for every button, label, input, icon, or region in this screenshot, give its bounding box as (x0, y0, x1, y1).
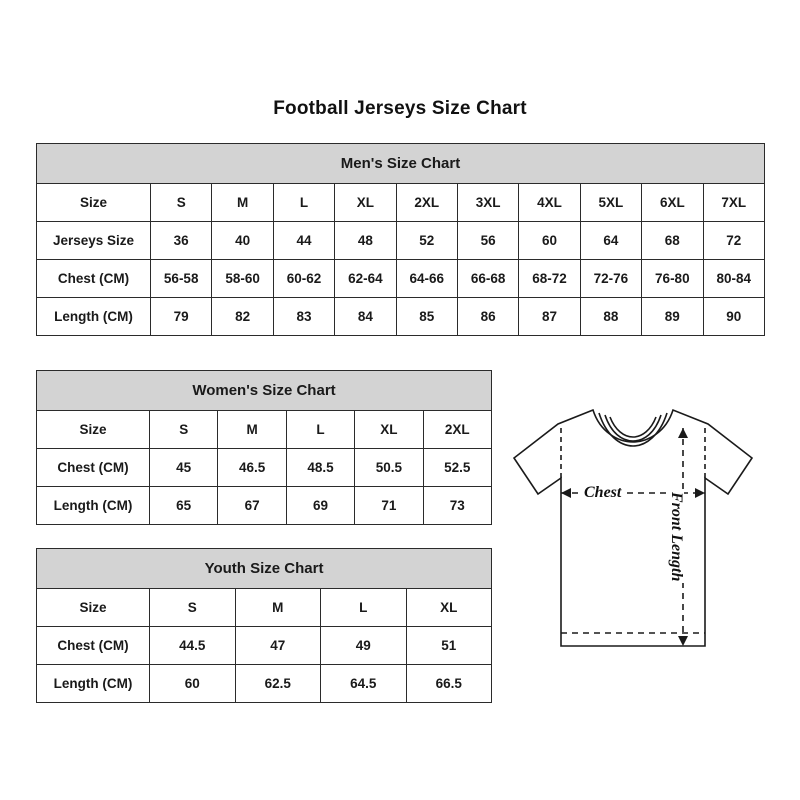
table-cell: 67 (218, 487, 286, 525)
mens-size-table (36, 143, 765, 336)
row-header: Length (CM) (37, 487, 150, 525)
youth-size-chart (36, 548, 491, 703)
youth-table-body (37, 549, 492, 703)
table-cell: 72-76 (580, 260, 641, 298)
column-header: L (321, 589, 407, 627)
table-cell: 50.5 (355, 449, 423, 487)
column-header: L (286, 411, 354, 449)
table-cell: 52.5 (423, 449, 491, 487)
measurement-diagram (498, 398, 788, 698)
womens-size-chart (36, 370, 491, 525)
table-header-row (37, 184, 765, 222)
table-cell: 80-84 (703, 260, 765, 298)
table-cell: 45 (150, 449, 218, 487)
table-cell: 36 (151, 222, 212, 260)
table-cell: 73 (423, 487, 491, 525)
row-header: Length (CM) (37, 298, 151, 336)
table-row (37, 627, 492, 665)
row-header: Chest (CM) (37, 449, 150, 487)
table-cell: 62.5 (235, 665, 321, 703)
table-row (37, 298, 765, 336)
row-header: Chest (CM) (37, 260, 151, 298)
table-cell: 44.5 (150, 627, 236, 665)
table-cell: 64-66 (396, 260, 457, 298)
column-header: 5XL (580, 184, 641, 222)
table-cell: 89 (642, 298, 703, 336)
column-header: S (151, 184, 212, 222)
table-cell: 83 (273, 298, 334, 336)
column-header: 3XL (457, 184, 518, 222)
column-header: 6XL (642, 184, 703, 222)
table-row (37, 449, 492, 487)
table-cell: 87 (519, 298, 580, 336)
table-cell: 48.5 (286, 449, 354, 487)
column-header-size: Size (37, 589, 150, 627)
tshirt-outline-icon (498, 398, 788, 688)
table-cell: 68 (642, 222, 703, 260)
table-cell: 64.5 (321, 665, 407, 703)
table-cell: 60-62 (273, 260, 334, 298)
table-cell: 56 (457, 222, 518, 260)
table-cell: 76-80 (642, 260, 703, 298)
table-cell: 44 (273, 222, 334, 260)
table-title: Men's Size Chart (37, 144, 765, 184)
table-header-row (37, 411, 492, 449)
table-cell: 48 (335, 222, 396, 260)
table-cell: 86 (457, 298, 518, 336)
column-header: M (235, 589, 321, 627)
table-caption-row (37, 144, 765, 184)
table-row (37, 222, 765, 260)
column-header: 7XL (703, 184, 765, 222)
column-header: XL (355, 411, 423, 449)
column-header-size: Size (37, 411, 150, 449)
womens-table-body (37, 371, 492, 525)
front-length-measure-label: Front Length (668, 492, 685, 582)
table-caption-row (37, 549, 492, 589)
table-cell: 52 (396, 222, 457, 260)
table-title: Women's Size Chart (37, 371, 492, 411)
table-cell: 60 (519, 222, 580, 260)
table-cell: 58-60 (212, 260, 273, 298)
table-cell: 66-68 (457, 260, 518, 298)
column-header: 2XL (423, 411, 491, 449)
column-header: S (150, 411, 218, 449)
table-cell: 46.5 (218, 449, 286, 487)
womens-size-table (36, 370, 492, 525)
table-cell: 66.5 (406, 665, 492, 703)
column-header-size: Size (37, 184, 151, 222)
column-header: L (273, 184, 334, 222)
table-cell: 64 (580, 222, 641, 260)
table-cell: 62-64 (335, 260, 396, 298)
table-cell: 85 (396, 298, 457, 336)
table-cell: 49 (321, 627, 407, 665)
table-cell: 90 (703, 298, 765, 336)
table-title: Youth Size Chart (37, 549, 492, 589)
row-header: Chest (CM) (37, 627, 150, 665)
row-header: Length (CM) (37, 665, 150, 703)
table-header-row (37, 589, 492, 627)
row-header: Jerseys Size (37, 222, 151, 260)
table-cell: 65 (150, 487, 218, 525)
table-cell: 56-58 (151, 260, 212, 298)
youth-size-table (36, 548, 492, 703)
column-header: S (150, 589, 236, 627)
table-row (37, 260, 765, 298)
table-cell: 68-72 (519, 260, 580, 298)
table-cell: 60 (150, 665, 236, 703)
table-row (37, 487, 492, 525)
column-header: M (212, 184, 273, 222)
table-cell: 82 (212, 298, 273, 336)
mens-size-chart (36, 143, 764, 336)
table-cell: 47 (235, 627, 321, 665)
mens-table-body (37, 144, 765, 336)
table-cell: 71 (355, 487, 423, 525)
column-header: M (218, 411, 286, 449)
table-cell: 88 (580, 298, 641, 336)
table-cell: 40 (212, 222, 273, 260)
column-header: XL (406, 589, 492, 627)
page-title: Football Jerseys Size Chart (273, 98, 527, 119)
table-row (37, 665, 492, 703)
chest-measure-label: Chest (584, 484, 622, 501)
column-header: XL (335, 184, 396, 222)
column-header: 4XL (519, 184, 580, 222)
table-cell: 69 (286, 487, 354, 525)
table-cell: 79 (151, 298, 212, 336)
table-caption-row (37, 371, 492, 411)
table-cell: 51 (406, 627, 492, 665)
table-cell: 72 (703, 222, 765, 260)
column-header: 2XL (396, 184, 457, 222)
table-cell: 84 (335, 298, 396, 336)
